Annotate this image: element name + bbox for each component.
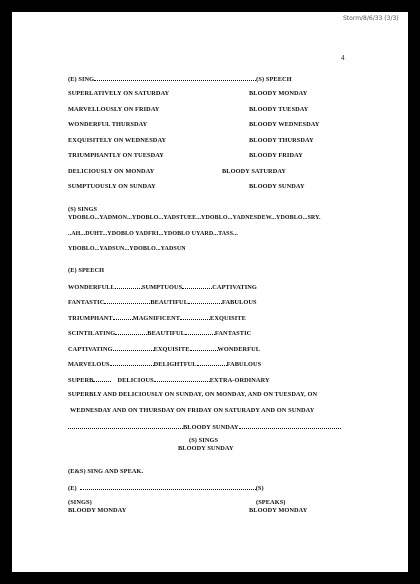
dotted-fill — [154, 377, 210, 382]
speech-word: FABULOUS — [222, 299, 257, 306]
dotted-fill — [113, 346, 154, 351]
pair-left: SUMPTUOUSLY ON SUNDAY — [68, 183, 156, 190]
final-left-text: BLOODY MONDAY — [68, 507, 127, 514]
speech-row — [68, 299, 257, 306]
s-sings-text: BLOODY SUNDAY — [178, 445, 234, 452]
dotted-fill — [190, 346, 218, 351]
intro-left: (E) SING — [68, 76, 95, 83]
speech-word: SUMPTUOUS — [141, 284, 183, 291]
speech-word: EXQUISITE — [210, 315, 246, 322]
pair-right: BLOODY SATURDAY — [222, 168, 287, 175]
together-left: (E) — [68, 485, 77, 492]
pair-right: BLOODY MONDAY — [249, 90, 308, 97]
pair-left: DELICIOUSLY ON MONDAY — [68, 168, 155, 175]
speech-word: FANTASTIC — [68, 299, 105, 306]
dotted-fill — [110, 361, 154, 366]
page-number: 4 — [341, 54, 345, 62]
speech-row — [68, 361, 261, 368]
speech-row — [68, 377, 270, 384]
speech-word: CAPTIVATING — [68, 346, 113, 353]
dotted-fill — [197, 361, 227, 366]
dotted-fill — [115, 284, 142, 289]
dotted-fill — [188, 299, 222, 304]
speech-closing: SUPERBLY AND DELICIOUSLY ON SUNDAY, ON MONDAY, AND ON TUESDAY, ON — [68, 391, 318, 398]
speech-word: TRIUMPHANT — [68, 315, 113, 322]
speech-word: BEAUTIFUL — [150, 299, 188, 306]
speech-word: EXQUISITE — [153, 346, 190, 353]
pair-left: TRIUMPHANTLY ON TUESDAY — [68, 152, 164, 159]
speech-word: MAGNIFICENT — [132, 315, 181, 322]
dotted-fill — [93, 377, 111, 382]
speech-word: MARVELOUS — [68, 361, 110, 368]
speech-row — [68, 330, 251, 337]
pair-right: BLOODY TUESDAY — [249, 106, 309, 113]
speech-row — [68, 315, 246, 322]
together-heading: (E&S) SING AND SPEAK. — [68, 468, 144, 475]
speech-word: CAPTIVATING — [212, 284, 257, 291]
pair-right: BLOODY WEDNESDAY — [249, 121, 320, 128]
final-right-heading: (SPEAKS) — [256, 499, 286, 506]
bloody-sunday-line — [68, 424, 341, 431]
dotted-fill — [104, 299, 150, 304]
pair-left: SUPERLATIVELY ON SATURDAY — [68, 90, 170, 97]
dotted-fill — [115, 330, 147, 335]
speech-word: SUPERB — [68, 377, 94, 384]
s-sings-heading: (S) SINGS — [189, 437, 219, 444]
final-left-heading: (SINGS) — [68, 499, 92, 506]
speech-heading: (E) SPEECH — [68, 267, 105, 274]
speech-word: FANTASTIC — [214, 330, 252, 337]
speech-word: SCINTILATING — [68, 330, 116, 337]
sings-line: YDOBLO...YADMON...YDOBLO...YADSTUEE...YDOBLO...YADNESDEW...YDOBLO...SRY. — [68, 215, 321, 221]
dotted-fill — [180, 315, 210, 320]
dotted-fill — [182, 284, 212, 289]
sings-line: ..AH...DUHT...YDOBLO YADFRI...YDOBLO UYARD...TASS... — [68, 231, 238, 237]
intro-right: (S) SPEECH — [256, 76, 292, 83]
speech-row — [68, 346, 260, 353]
speech-word: BEAUTIFUL — [147, 330, 185, 337]
dotted-fill — [80, 485, 256, 490]
speech-word: FABULOUS — [226, 361, 262, 368]
speech-word: DELICIOUS — [117, 377, 154, 384]
together-line — [68, 485, 264, 492]
pair-right: BLOODY FRIDAY — [249, 152, 303, 159]
archive-stamp: Storm/8/6/33 (3/3) — [343, 15, 399, 22]
together-right: (S) — [255, 485, 264, 492]
pair-left: EXQUISITELY ON WEDNESDAY — [68, 137, 167, 144]
speech-row — [68, 284, 257, 291]
speech-bloody: BLOODY SUNDAY — [183, 424, 239, 431]
pair-left: MARVELLOUSLY ON FRIDAY — [68, 106, 160, 113]
dotted-fill — [185, 330, 215, 335]
dotted-fill — [94, 76, 256, 81]
speech-word: DELIGHTFUL — [153, 361, 197, 368]
sings-heading: (S) SINGS — [68, 206, 98, 213]
speech-word: EXTRA-ORDINARY — [209, 377, 270, 384]
final-right-text: BLOODY MONDAY — [249, 507, 308, 514]
sings-line: YDOBLO...YADSUN...YDOBLO...YADSUN — [68, 246, 186, 252]
speech-closing: WEDNESDAY AND ON THURSDAY ON FRIDAY ON SATURADY AND ON SUNDAY — [70, 407, 315, 414]
pair-right: BLOODY SUNDAY — [249, 183, 305, 190]
dotted-fill — [113, 315, 133, 320]
document-page — [12, 12, 408, 572]
pair-right: BLOODY THURSDAY — [249, 137, 314, 144]
speech-word: WONDERFULL — [68, 284, 115, 291]
pair-left: WONDERFUL THURSDAY — [68, 121, 148, 128]
dotted-fill — [239, 424, 341, 429]
dotted-fill — [68, 424, 183, 429]
intro-line — [68, 76, 292, 83]
speech-word: WONDERFUL — [217, 346, 261, 353]
